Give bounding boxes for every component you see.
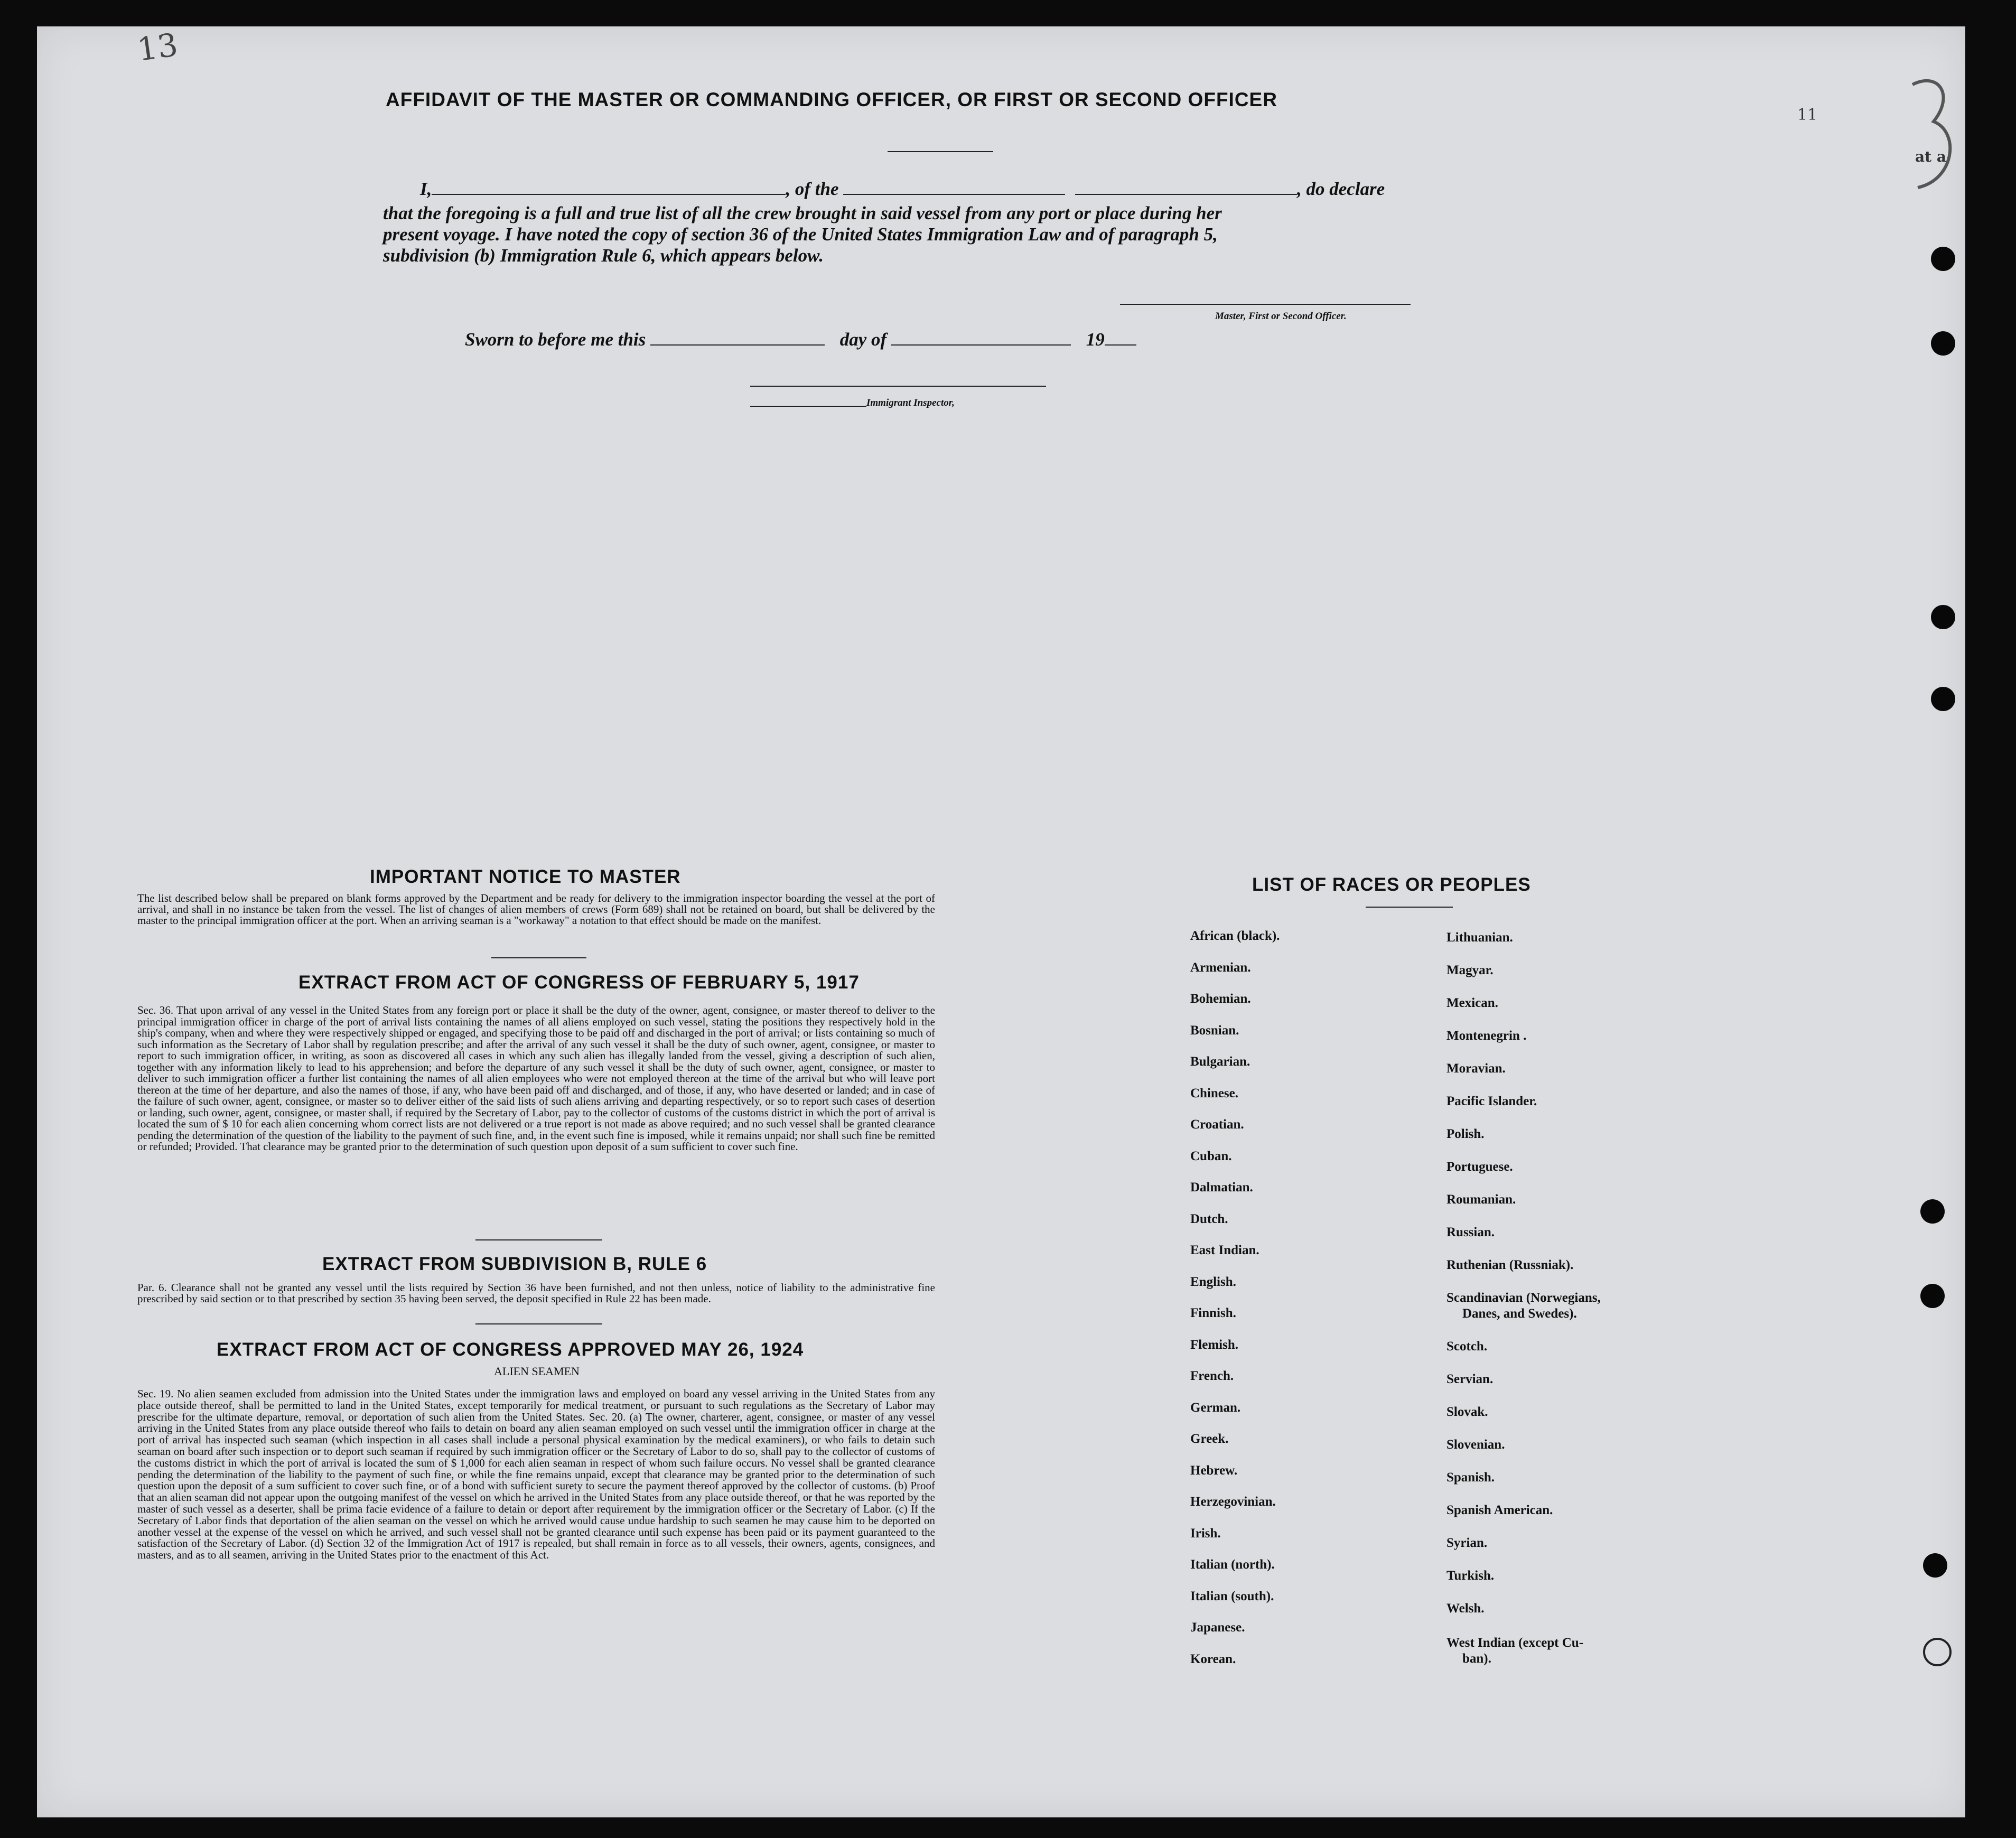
sworn-label: Sworn to before me this <box>465 329 646 350</box>
extract-1924-title: EXTRACT FROM ACT OF CONGRESS APPROVED MAY 26, 1924 <box>217 1339 804 1360</box>
race-item: Spanish. <box>1446 1470 1495 1485</box>
race-item: Montenegrin . <box>1446 1029 1527 1043</box>
race-item: Scotch. <box>1446 1339 1488 1354</box>
race-item: Portuguese. <box>1446 1160 1513 1174</box>
punch-hole <box>1931 247 1955 271</box>
sworn-month-blank[interactable] <box>891 331 1071 346</box>
inspector-label: Immigrant Inspector, <box>866 397 955 408</box>
race-item: Croatian. <box>1190 1117 1244 1132</box>
race-item: Korean. <box>1190 1652 1236 1666</box>
extract-1924-text: Sec. 19. No alien seamen excluded from admission into the United States under the immigration laws and employed on board any vessel arriving in the United States from any place outside thereof, shall be permitted to land in the United States, except temporarily for medical treatment, or pursuant to such regulations as the Secretary of Labor may prescribe for the ultimate departure, removal, or deportation of such alien from the United States. Sec. 20. (a) The owner, charterer, agent, consignee, or master of any vessel arriving in the United States from any place outside thereof who fails to detain on board any alien seaman employed on such vessel until the immigration officer in charge at the port of arrival has inspected such seaman (which inspection in all cases shall include a personal physical examination by the medical examiners), or who fails to detain such seaman on board after such inspection or to deport such seaman if required by such immigration officer or the Secretary of Labor to do so, shall pay to the collector of customs of the customs district in which the port of arrival is located the sum of $ 1,000 for each alien seaman in respect of whom such failure occurs. No vessel shall be granted clearance pending the determination of the liability to the payment of such fine, or while the fine remains unpaid, except that clearance may be granted prior to the determination of such question upon the deposit of a sum sufficient to cover such fine, or of a bond with sufficient surety to secure the payment thereof approved by the collector of customs. (b) Proof that an alien seaman did not appear upon the outgoing manifest of the vessel on which he arrived in the United States from any place outside thereof, or that he was reported by the master of such vessel as a deserter, shall be prima facie evidence of a failure to detain or deport after requirement by the immigration officer or the Secretary of Labor. (c) If the Secretary of Labor finds that deportation of the alien seaman on the vessel on which he arrived would cause undue hardship to such seamen he may cause him to be deported on another vessel at the expense of the vessel on which he arrived, and such vessel shall not be granted clearance until such expense has been paid or its payment guaranteed to the satisfaction of the Secretary of Labor. (d) Section 32 of the Immigration Act of 1917 is repealed, but shall remain in force as to all vessels, their owners, agents, consignees, and masters, and as to all seamen, arriving in the United States prior to the enactment of this Act. <box>137 1387 935 1562</box>
race-item: Dalmatian. <box>1190 1180 1253 1195</box>
race-item: Danes, and Swedes). <box>1462 1307 1577 1321</box>
declaration-line-1 <box>383 179 1385 200</box>
race-item: German. <box>1190 1401 1241 1415</box>
day-of-label: day of <box>839 329 887 350</box>
declare-label: , do declare <box>1297 179 1385 199</box>
section-rule <box>491 957 586 958</box>
race-item: Irish. <box>1190 1526 1221 1541</box>
race-item: Bulgarian. <box>1190 1055 1250 1069</box>
race-item: Bosnian. <box>1190 1023 1239 1038</box>
subdivision-b-title: EXTRACT FROM SUBDIVISION B, RULE 6 <box>322 1254 707 1274</box>
race-item: Syrian. <box>1446 1536 1488 1550</box>
sworn-line <box>465 329 1136 350</box>
declaration-line-2: that the foregoing is a full and true list of all the crew brought in said vessel from any port or place during her <box>383 203 1222 223</box>
notice-title: IMPORTANT NOTICE TO MASTER <box>370 866 681 887</box>
races-rule <box>1366 907 1453 908</box>
race-item: French. <box>1190 1369 1234 1383</box>
affidavit-title: AFFIDAVIT OF THE MASTER OR COMMANDING OFFICER, OR FIRST OR SECOND OFFICER <box>386 89 1277 110</box>
punch-hole <box>1931 687 1955 711</box>
race-item: Polish. <box>1446 1127 1485 1141</box>
race-item: Finnish. <box>1190 1306 1236 1320</box>
race-item: Spanish American. <box>1446 1503 1553 1517</box>
section-rule <box>475 1323 602 1324</box>
race-item: Welsh. <box>1446 1601 1485 1616</box>
race-item: Herzegovinian. <box>1190 1495 1276 1509</box>
race-item: East Indian. <box>1190 1243 1259 1257</box>
punch-hole <box>1931 331 1955 356</box>
race-item: West Indian (except Cu- <box>1446 1636 1584 1650</box>
race-item: Turkish. <box>1446 1569 1495 1583</box>
race-item: Roumanian. <box>1446 1192 1516 1207</box>
vessel-name-blank-2[interactable] <box>1075 180 1297 195</box>
punch-hole <box>1920 1199 1945 1224</box>
title-rule <box>888 151 993 152</box>
races-title: LIST OF RACES OR PEOPLES <box>1252 874 1531 895</box>
signature-line[interactable] <box>1120 304 1411 305</box>
race-item: Armenian. <box>1190 960 1251 975</box>
punch-hole <box>1923 1553 1947 1578</box>
right-at-mark: at a <box>1915 148 1946 165</box>
extract-1917-title: EXTRACT FROM ACT OF CONGRESS OF FEBRUARY 5, 1917 <box>298 972 860 993</box>
sworn-day-blank[interactable] <box>650 331 825 346</box>
section-rule <box>475 1239 602 1240</box>
race-item: Japanese. <box>1190 1620 1245 1635</box>
punch-hole <box>1923 1638 1952 1666</box>
page-number-mark: 13 <box>135 26 180 69</box>
subdivision-b-text: Par. 6. Clearance shall not be granted any vessel until the lists required by Section 36 have been furnished, and not then unless, notice of liability to the administrative fine prescribed by said section or to that prescribed by section 35 having been served, the deposit specified in Rule 22 has been made. <box>137 1281 935 1305</box>
race-item: African (black). <box>1190 929 1280 943</box>
race-item: Slovenian. <box>1446 1438 1505 1452</box>
declaration-line-3: present voyage. I have noted the copy of section 36 of the United States Immigration Law and of paragraph 5, <box>383 224 1218 245</box>
race-item: Cuban. <box>1190 1149 1232 1163</box>
race-item: Dutch. <box>1190 1212 1228 1226</box>
race-item: Russian. <box>1446 1225 1495 1239</box>
inspector-signature-line-2[interactable] <box>935 386 1046 387</box>
signature-label: Master, First or Second Officer. <box>1215 311 1347 322</box>
race-item: Flemish. <box>1190 1338 1238 1352</box>
race-item: Ruthenian (Russniak). <box>1446 1258 1574 1272</box>
race-item: Italian (north). <box>1190 1557 1275 1572</box>
notice-text: The list described below shall be prepared on blank forms approved by the Department and be ready for delivery to the immigration inspector boarding the vessel at the port of arrival, and shall in no instance be taken from the vessel. The list of changes of alien members of crews (Form 689) shall not be retained on board, but shall be delivered by the master to the principal immigration officer at the port. When an arriving seaman is a "workaway" a notation to that effect should be made on the manifest. <box>137 892 935 927</box>
race-item: Mexican. <box>1446 996 1498 1010</box>
race-item: Hebrew. <box>1190 1463 1238 1478</box>
year-prefix: 19 <box>1086 329 1105 350</box>
extract-1924-subtitle: ALIEN SEAMEN <box>494 1365 580 1378</box>
race-item: Greek. <box>1190 1432 1229 1446</box>
race-item: Scandinavian (Norwegians, <box>1446 1291 1601 1305</box>
race-item: Lithuanian. <box>1446 930 1513 945</box>
race-item: Moravian. <box>1446 1061 1506 1076</box>
race-item: Italian (south). <box>1190 1589 1274 1603</box>
vessel-label: , of the <box>786 179 839 199</box>
race-item: English. <box>1190 1275 1236 1289</box>
declarant-label: I, <box>420 179 432 199</box>
inspector-signature-line[interactable] <box>750 386 935 387</box>
sworn-year-blank[interactable] <box>1105 331 1136 346</box>
declarant-name-blank[interactable] <box>432 180 786 195</box>
race-item: Pacific Islander. <box>1446 1094 1537 1108</box>
declaration-line-4: subdivision (b) Immigration Rule 6, which appears below. <box>383 245 824 266</box>
race-item: Servian. <box>1446 1372 1494 1386</box>
extract-1917-text: Sec. 36. That upon arrival of any vessel in the United States from any foreign port or place it shall be the duty of the owner, agent, consignee, or master thereof to deliver to the principal immigration officer in charge of the port of arrival lists containing the names of all aliens employed on such vessel, stating the positions they respectively hold in the ship's company, when and where they were respectively shipped or engaged, and specifying those to be paid off and discharged in the port of arrival; or lists containing so much of such information as the Secretary of Labor shall by regulation prescribe; and after the arrival of any such vessel it shall be the duty of such owner, agent, consignee, or master to report to such immigration officer, in writing, as soon as discovered all cases in which any such alien has illegally landed from the vessel, giving a description of such alien, together with any information likely to lead to his apprehension; and before the departure of any such vessel it shall be the duty of such owner, agent, consignee, or master to deliver to such immigration officer a further list containing the names of all alien employees who were not employed thereon at the time of the arrival but who will leave port thereon at the time of her departure, and also the names of those, if any, who have been paid off and discharged, and of those, if any, who have deserted or landed; and in case of the failure of such owner, agent, consignee, or master so to deliver either of the said lists of such aliens arriving and departing respectively, or so to report such cases of desertion or landing, such owner, agent, consignee, or master shall, if required by the Secretary of Labor, pay to the collector of customs of the customs district in which the port of arrival is located the sum of $ 10 for each alien concerning whom correct lists are not delivered or a true report is not made as above required; and no such vessel shall be granted clearance pending the determination of the question of the liability to the payment of such fine, and, in the event such fine is imposed, while it remains unpaid; nor shall such fine be remitted or refunded; Provided. That clearance may be granted prior to the determination of such question upon deposit of a sum sufficient to cover such fine. <box>137 1004 935 1153</box>
inspector-line[interactable] <box>750 406 866 407</box>
vessel-name-blank[interactable] <box>843 180 1065 195</box>
race-item: Slovak. <box>1446 1405 1488 1419</box>
handwritten-number-mark <box>1902 74 1960 201</box>
punch-hole <box>1920 1284 1945 1308</box>
race-item: Chinese. <box>1190 1086 1238 1100</box>
race-item: ban). <box>1462 1652 1491 1666</box>
right-top-mark: 11 <box>1797 106 1818 124</box>
race-item: Magyar. <box>1446 963 1494 977</box>
race-item: Bohemian. <box>1190 992 1251 1006</box>
punch-hole <box>1931 605 1955 629</box>
